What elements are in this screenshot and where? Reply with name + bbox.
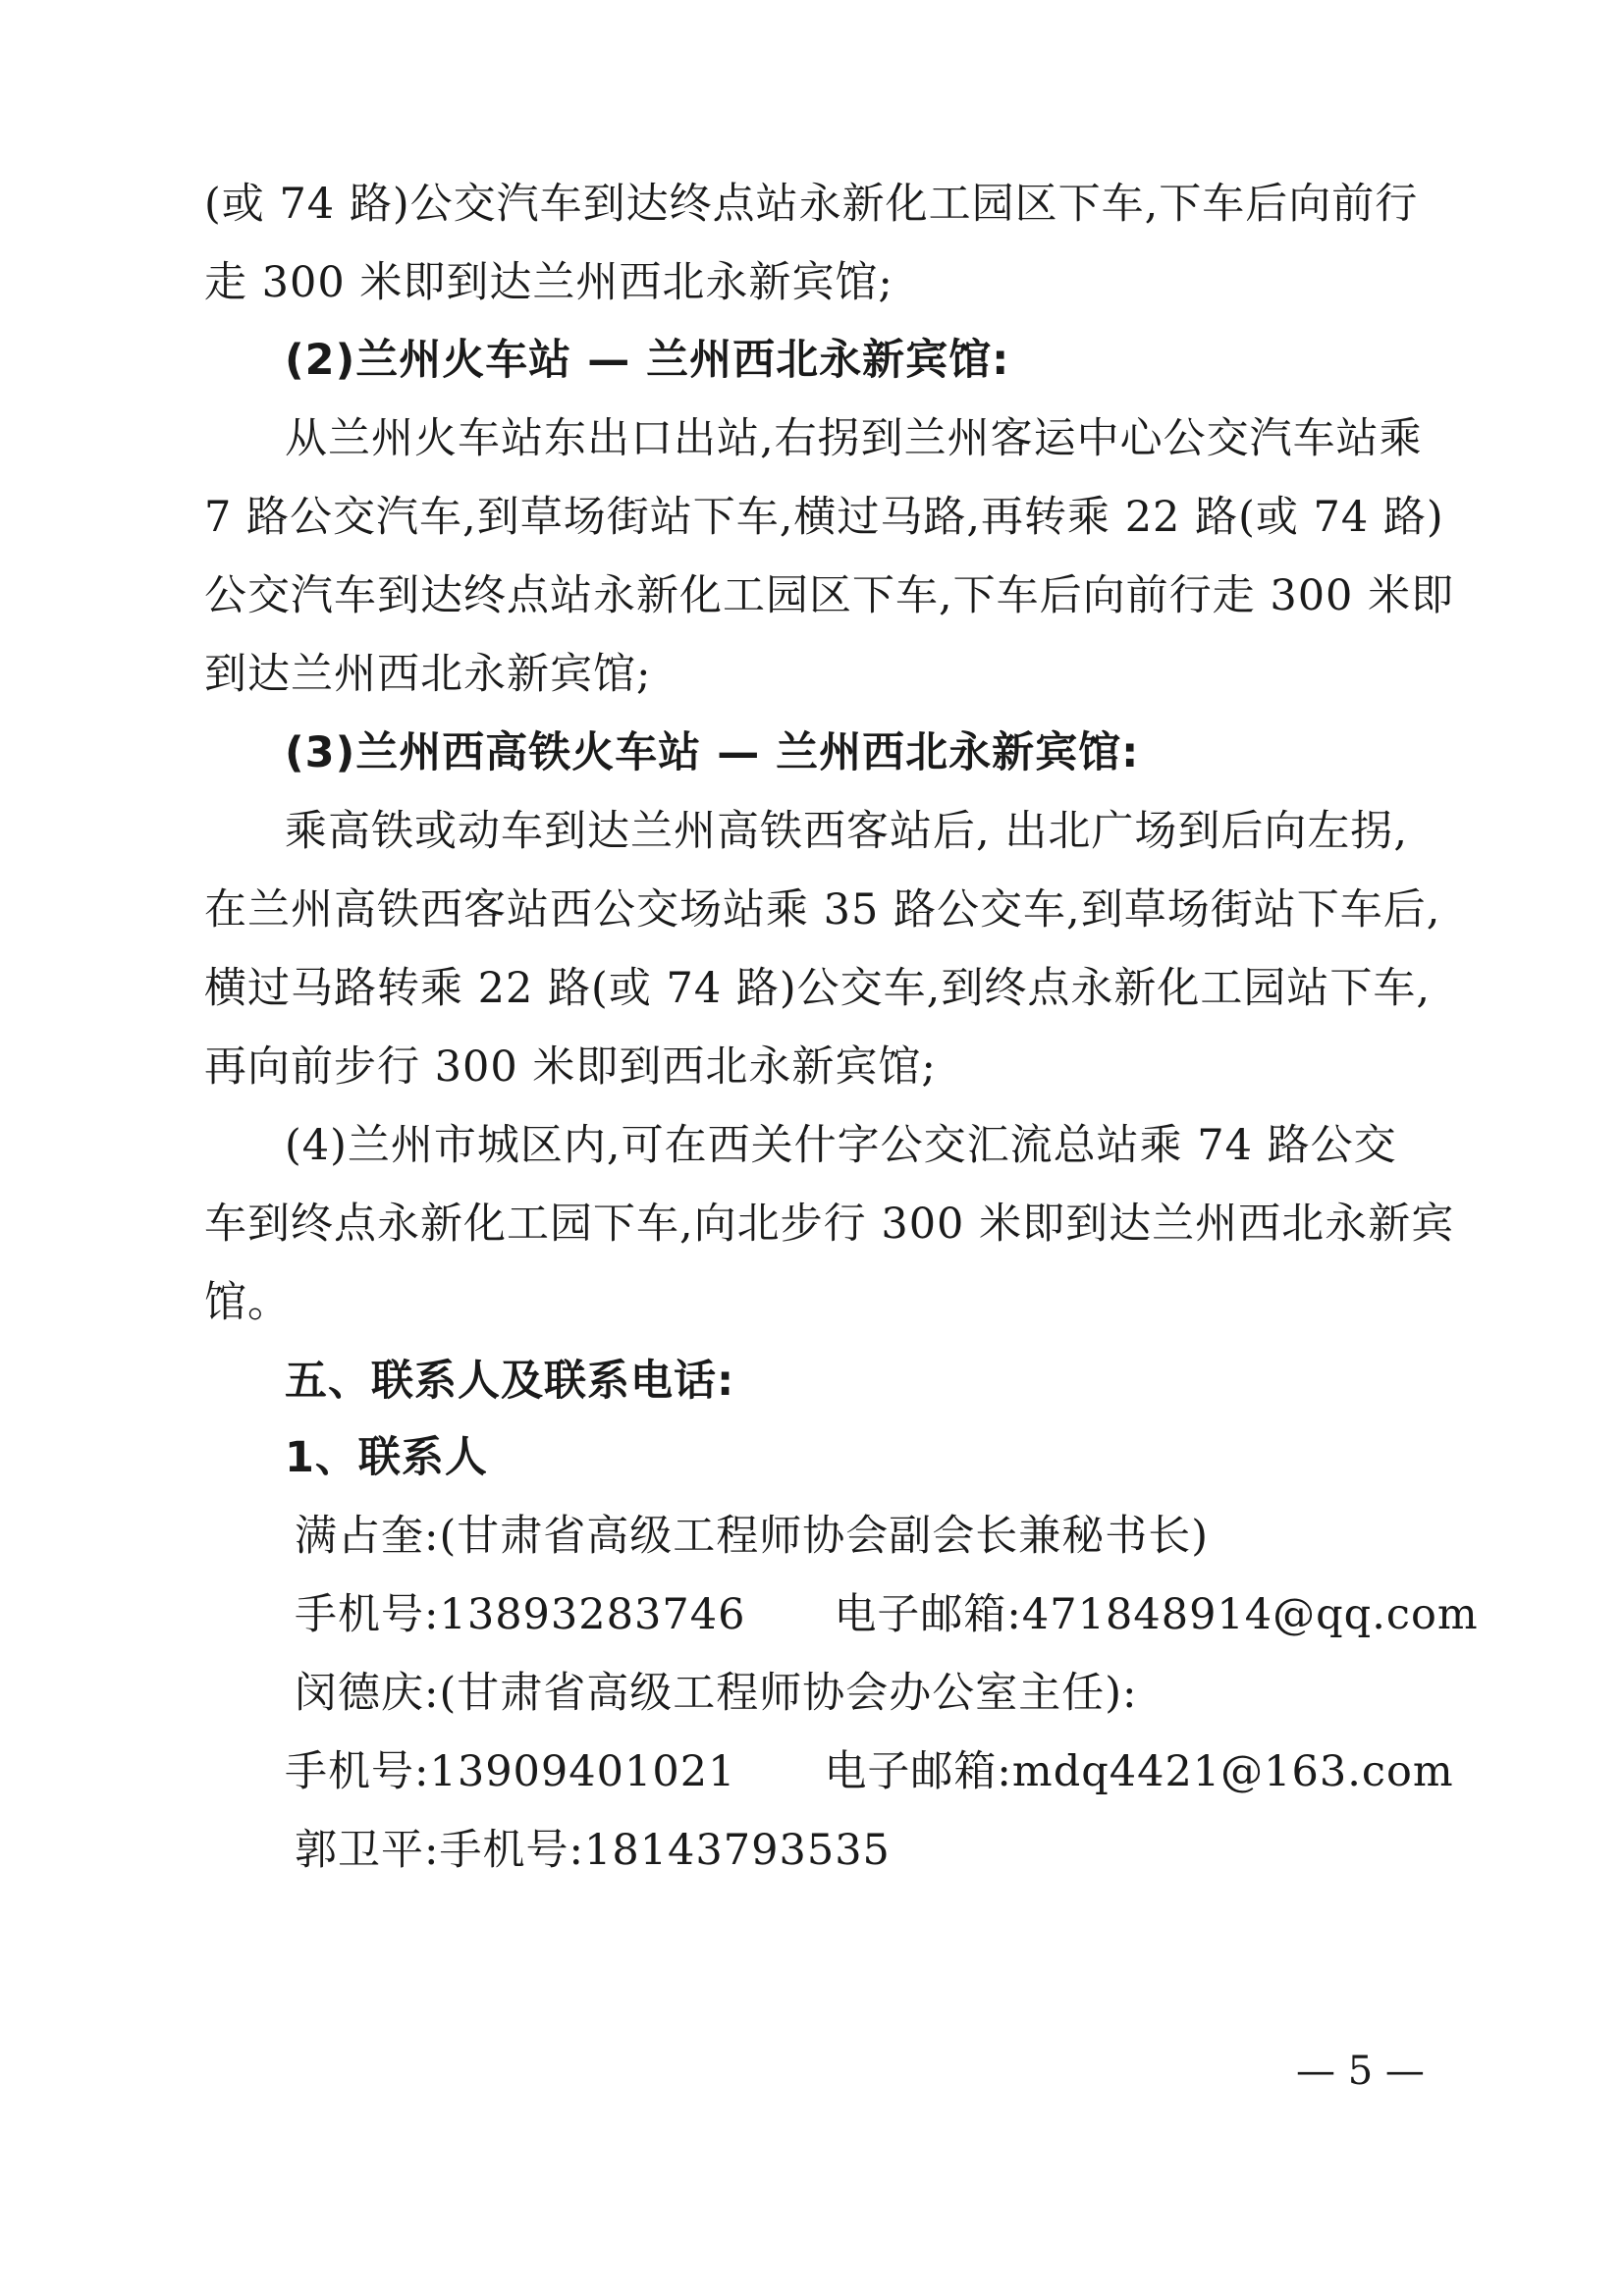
route-heading-2: (2)兰州火车站 — 兰州西北永新宾馆: bbox=[285, 336, 1010, 385]
paragraph-line-12: 再向前步行 300 米即到西北永新宾馆; bbox=[204, 1042, 937, 1092]
contact-2-email: 电子邮箱:mdq4421@163.com bbox=[824, 1747, 1454, 1796]
paragraph-line-10: 在兰州高铁西客站西公交场站乘 35 路公交车,到草场街站下车后, bbox=[204, 885, 1441, 934]
paragraph-line-2: 走 300 米即到达兰州西北永新宾馆; bbox=[204, 258, 893, 307]
paragraph-line-5: 7 路公交汽车,到草场街站下车,横过马路,再转乘 22 路(或 74 路) bbox=[204, 493, 1444, 542]
paragraph-line-9: 乘高铁或动车到达兰州高铁西客站后, 出北广场到后向左拐, bbox=[285, 807, 1409, 856]
paragraph-line-13: (4)兰州市城区内,可在西关什字公交汇流总站乘 74 路公交 bbox=[285, 1121, 1397, 1170]
contact-3: 郭卫平:手机号:18143793535 bbox=[295, 1826, 891, 1875]
contact-1-name: 满占奎:(甘肃省高级工程师协会副会长兼秘书长) bbox=[295, 1512, 1210, 1561]
contact-2-details bbox=[285, 1742, 1512, 1801]
paragraph-line-1: (或 74 路)公交汽车到达终点站永新化工园区下车,下车后向前行 bbox=[204, 180, 1419, 229]
contact-2-name: 闵德庆:(甘肃省高级工程师协会办公室主任): bbox=[295, 1669, 1138, 1718]
contact-2-phone: 手机号:13909401021 bbox=[285, 1747, 736, 1796]
contacts-subheading: 1、联系人 bbox=[285, 1433, 488, 1482]
paragraph-line-11: 横过马路转乘 22 路(或 74 路)公交车,到终点永新化工园站下车, bbox=[204, 964, 1431, 1013]
paragraph-line-7: 到达兰州西北永新宾馆; bbox=[204, 650, 652, 699]
route-heading-3: (3)兰州西高铁火车站 — 兰州西北永新宾馆: bbox=[285, 728, 1140, 777]
contacts-heading: 五、联系人及联系电话: bbox=[285, 1357, 735, 1406]
paragraph-line-6: 公交汽车到达终点站永新化工园区下车,下车后向前行走 300 米即 bbox=[204, 571, 1455, 620]
paragraph-line-4: 从兰州火车站东出口出站,右拐到兰州客运中心公交汽车站乘 bbox=[285, 414, 1423, 463]
page-number: — 5 — bbox=[1296, 2049, 1425, 2094]
contact-1-details bbox=[295, 1585, 1522, 1644]
paragraph-line-15: 馆。 bbox=[204, 1278, 291, 1327]
contact-1-email: 电子邮箱:471848914@qq.com bbox=[834, 1590, 1479, 1639]
contact-1-phone: 手机号:13893283746 bbox=[295, 1590, 746, 1639]
paragraph-line-14: 车到终点永新化工园下车,向北步行 300 米即到达兰州西北永新宾 bbox=[204, 1200, 1455, 1249]
